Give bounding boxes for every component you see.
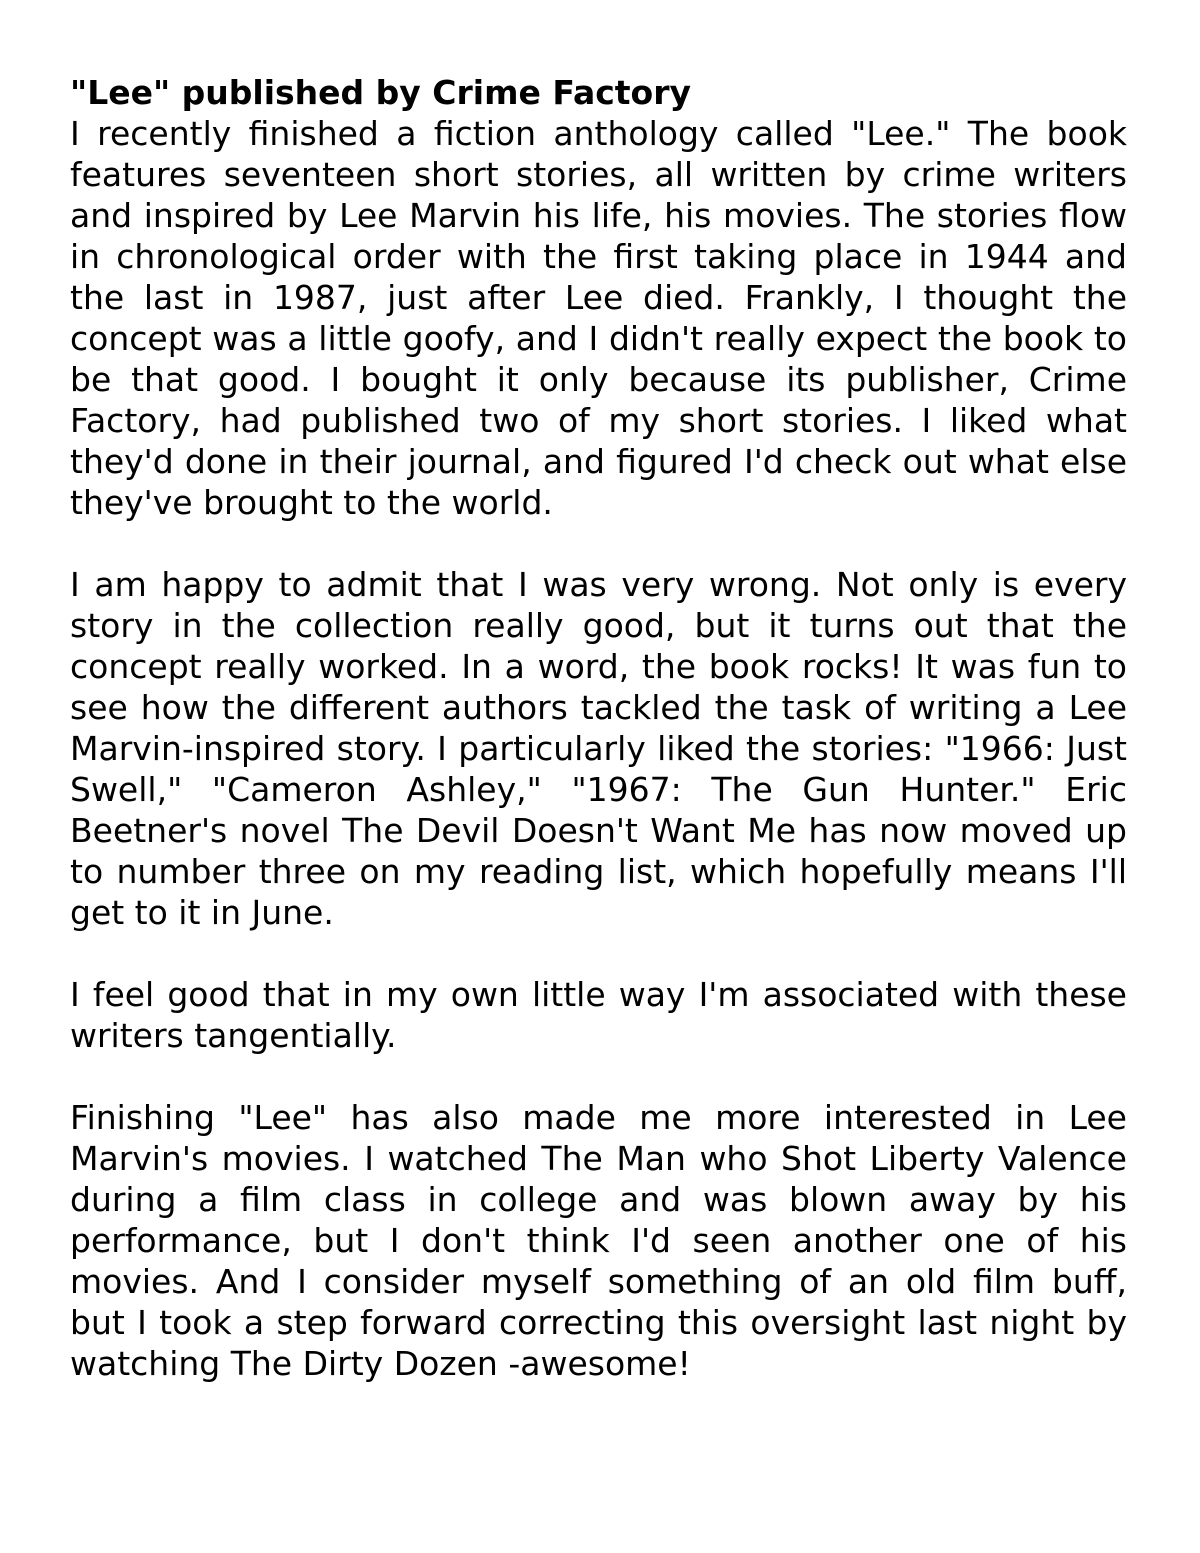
paragraph-lee-marvin-movies: Finishing "Lee" has also made me more interested in Lee Marvin's movies. I watched The Man who Shot Liberty Valence during a film class in college and was blown away by his performance, but I don't think I'd seen another one of his movies. And I consider myself something of an old film buff, but I took a step forward correcting this oversight last night by watching The Dirty Dozen -awesome! bbox=[70, 1098, 1127, 1383]
document-title: "Lee" published by Crime Factory bbox=[70, 73, 692, 112]
document-page bbox=[70, 72, 1127, 1384]
paragraph-anthology-intro: I recently finished a fiction anthology called "Lee." The book features seventeen short stories, all written by crime writers and inspired by Lee Marvin his life, his movies. The stories flow in chronological order with the first taking place in 1944 and the last in 1987, just after Lee died. Frankly, I thought the concept was a little goofy, and I didn't really expect the book to be that good. I bought it only because its publisher, Crime Factory, had published two of my short stories. I liked what they'd done in their journal, and figured I'd check out what else they've brought to the world. bbox=[70, 114, 1127, 522]
paragraph-was-wrong: I am happy to admit that I was very wrong. Not only is every story in the collection really good, but it turns out that the concept really worked. In a word, the book rocks! It was fun to see how the different authors tackled the task of writing a Lee Marvin-inspired story. I particularly liked the stories: "1966: Just Swell," "Cameron Ashley," "1967: The Gun Hunter." Eric Beetner's novel The Devil Doesn't Want Me has now moved up to number three on my reading list, which hopefully means I'll get to it in June. bbox=[70, 565, 1127, 932]
paragraph-associated-writers: I feel good that in my own little way I'm associated with these writers tangentially. bbox=[70, 975, 1127, 1055]
